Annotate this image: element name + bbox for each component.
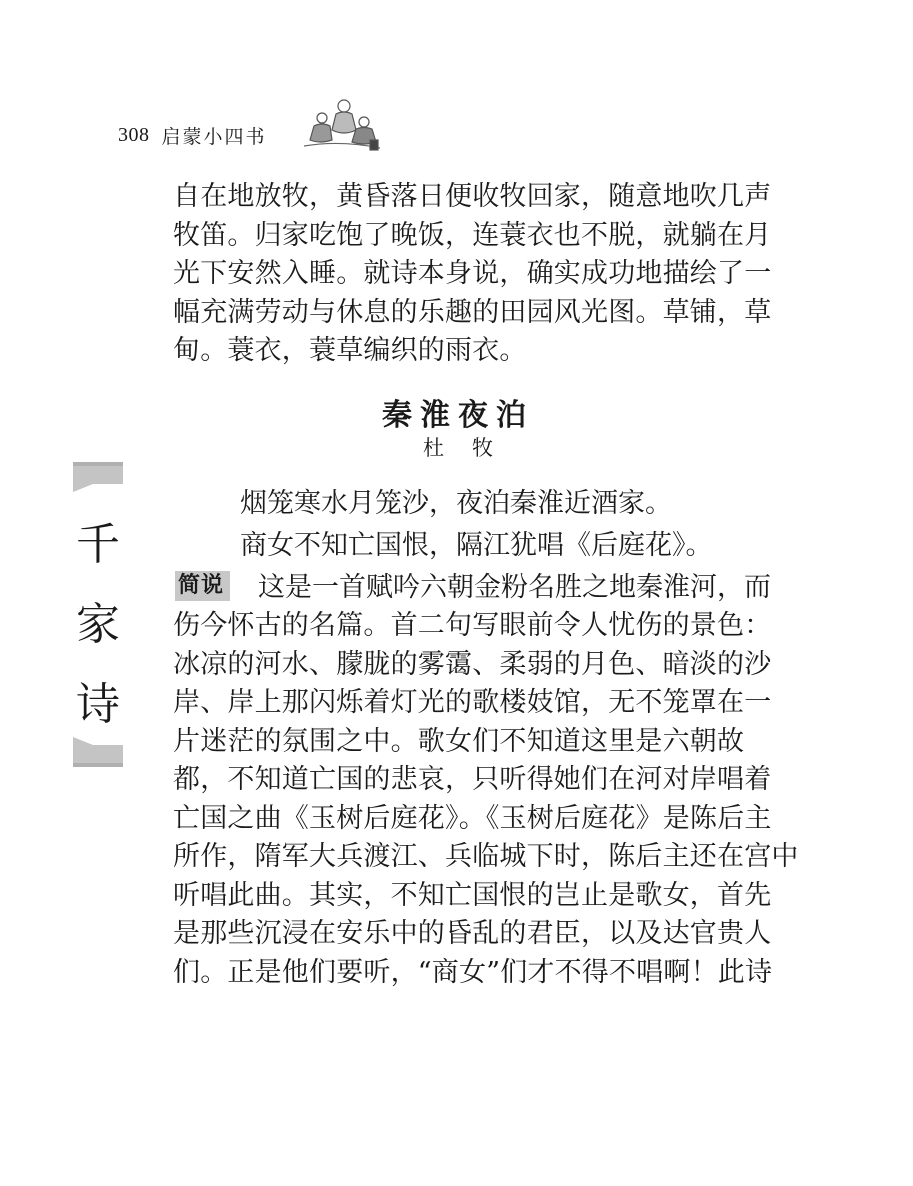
- poem-author: 杜牧: [423, 436, 521, 460]
- poem-line-2: 商女不知亡国恨，隔江犹唱《后庭花》。: [240, 530, 713, 561]
- commentary-first-line: 这是一首赋吟六朝金粉名胜之地秦淮河，而: [258, 572, 771, 603]
- figures-illustration-icon: [300, 96, 382, 154]
- side-tab-label: 千 家 诗: [76, 519, 120, 730]
- page-number: 308: [118, 123, 150, 146]
- intro-paragraph: 自在地放牧，黄昏落日便收牧回家，随意地吹几声 牧笛。归家吃饱了晚饭，连蓑衣也不脱，就躺在月 光下安然入睡。就诗本身说，确实成功地描绘了一 幅充满劳动与休息的乐趣的田园风光图。草铺，草 甸。蓑衣，蓑草编织的雨衣。: [173, 181, 772, 366]
- running-header: [118, 120, 267, 150]
- poem-line-1: 烟笼寒水月笼沙，夜泊秦淮近酒家。: [240, 488, 672, 519]
- commentary-body: 伤今怀古的名篇。首二句写眼前令人忧伤的景色： 冰凉的河水、朦胧的雾霭、柔弱的月色、暗淡的沙 岸、岸上那闪烁着灯光的歌楼妓馆，无不笼罩在一 片迷茫的氛围之中。歌女们不知道这里是六朝故 都，不知道亡国的悲哀，只听得她们在河对岸唱着 亡国之曲《玉树后庭花》。《玉树后庭花》是陈后主 所作，隋军大兵渡江、兵临城下时，陈后主还在宫中 听唱此曲。其实，不知亡国恨的岂止是歌女，首先 是那些沉浸在安乐中的昏乱的君臣，以及达官贵人 们。正是他们要听，“商女”们才不得不唱啊！此诗: [173, 610, 799, 988]
- commentary-label: 简说: [178, 573, 225, 598]
- book-title: 启蒙小四书: [161, 125, 267, 148]
- poem-title: 秦淮夜泊: [382, 398, 534, 433]
